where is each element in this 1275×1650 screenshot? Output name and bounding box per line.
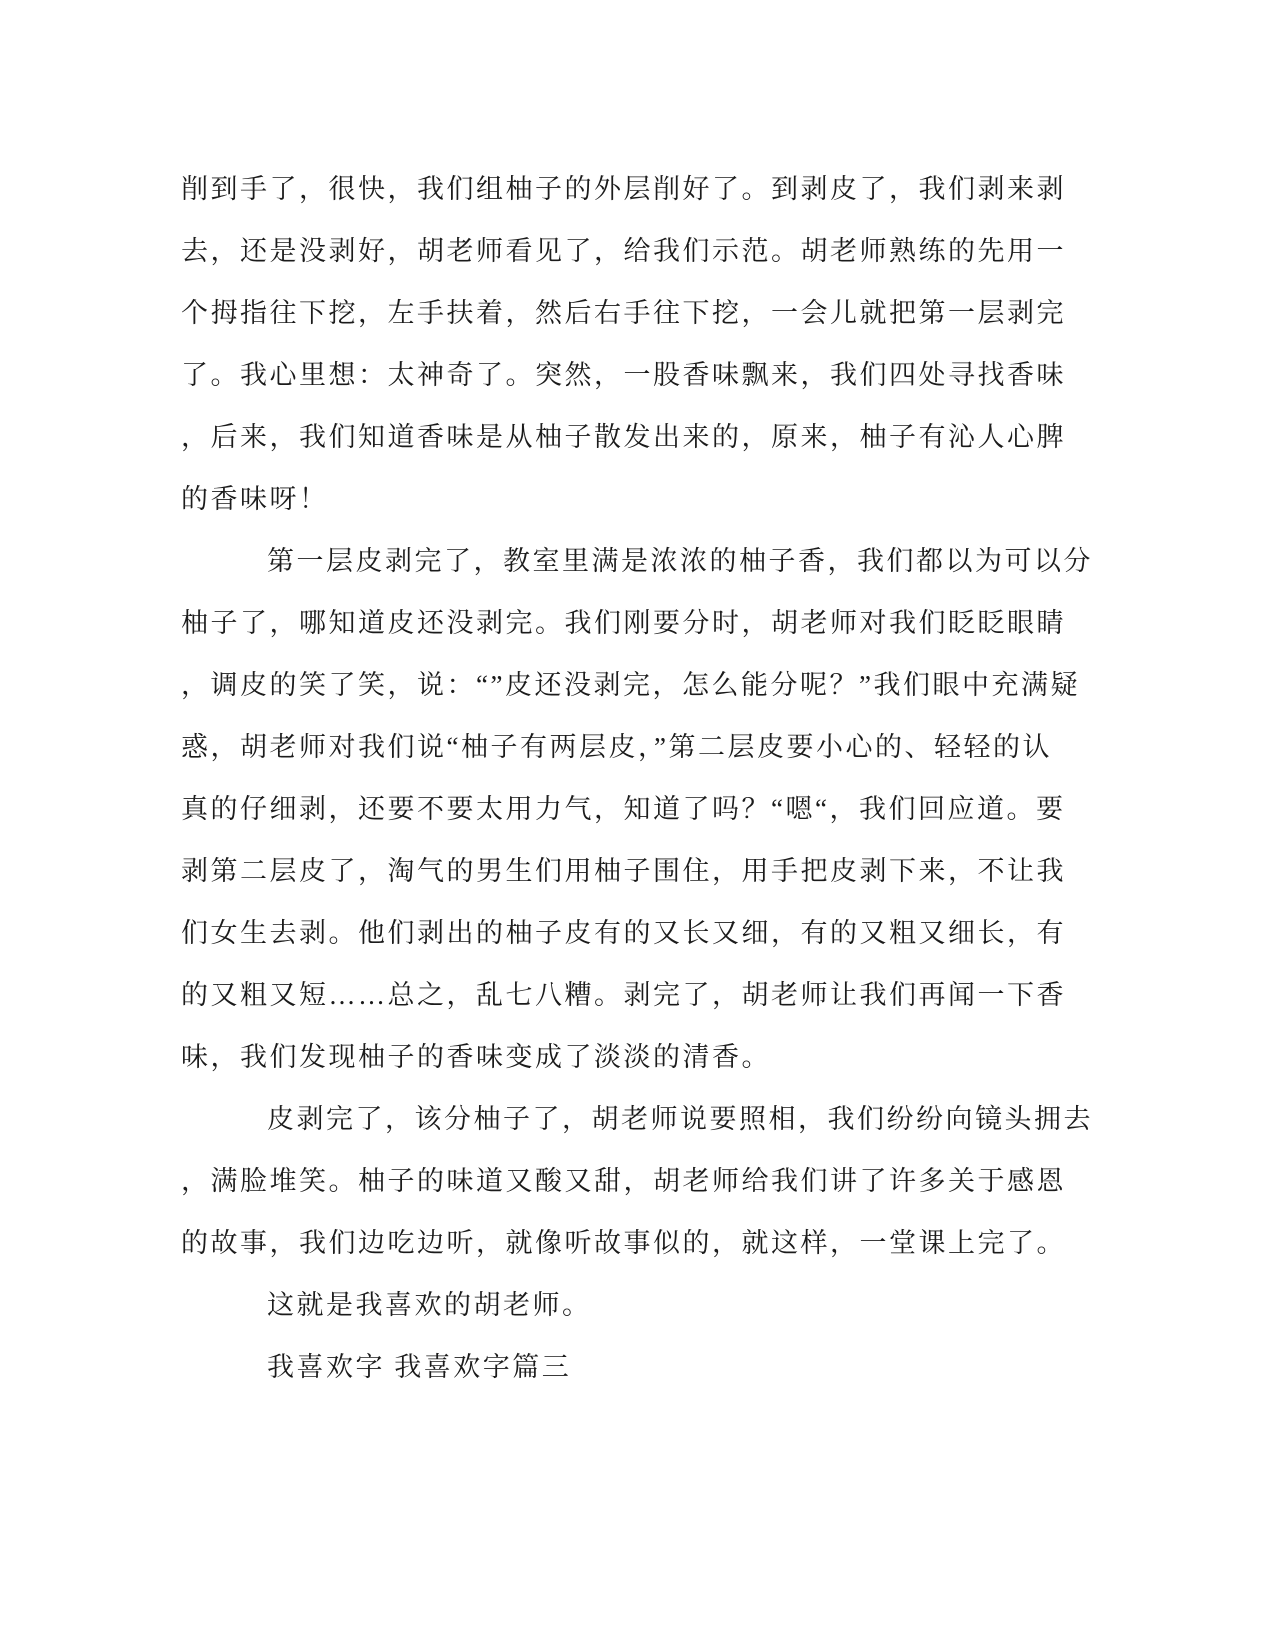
text-line: 们女生去剥。他们剥出的柚子皮有的又长又细，有的又粗又细长，有	[181, 918, 1066, 948]
text-line: 个拇指往下挖，左手扶着，然后右手往下挖，一会儿就把第一层剥完	[181, 298, 1066, 328]
text-line-paragraph-start: 这就是我喜欢的胡老师。	[267, 1290, 592, 1320]
text-line-paragraph-start: 我喜欢字 我喜欢字篇三	[267, 1352, 572, 1382]
text-line: ，后来，我们知道香味是从柚子散发出来的，原来，柚子有沁人心脾	[181, 422, 1066, 452]
essay-text-block	[181, 158, 1091, 1398]
text-line: 剥第二层皮了，淘气的男生们用柚子围住，用手把皮剥下来，不让我	[181, 856, 1066, 886]
text-line: ，调皮的笑了笑，说：“”皮还没剥完，怎么能分呢？”我们眼中充满疑	[181, 670, 1080, 700]
text-line: 的香味呀！	[181, 484, 329, 514]
text-line: 的故事，我们边吃边听，就像听故事似的，就这样，一堂课上完了。	[181, 1228, 1066, 1258]
text-line: 削到手了，很快，我们组柚子的外层削好了。到剥皮了，我们剥来剥	[181, 174, 1066, 204]
text-line-paragraph-start: 皮剥完了，该分柚子了，胡老师说要照相，我们纷纷向镜头拥去	[267, 1104, 1093, 1134]
text-line: 惑，胡老师对我们说“柚子有两层皮，”第二层皮要小心的、轻轻的认	[181, 732, 1052, 762]
text-line: 真的仔细剥，还要不要太用力气，知道了吗？“嗯“，我们回应道。要	[181, 794, 1066, 824]
text-line: 去，还是没剥好，胡老师看见了，给我们示范。胡老师熟练的先用一	[181, 236, 1066, 266]
text-line: 的又粗又短……总之，乱七八糟。剥完了，胡老师让我们再闻一下香	[181, 980, 1066, 1010]
text-line-paragraph-start: 第一层皮剥完了，教室里满是浓浓的柚子香，我们都以为可以分	[267, 546, 1093, 576]
text-line: 柚子了，哪知道皮还没剥完。我们刚要分时，胡老师对我们眨眨眼睛	[181, 608, 1066, 638]
text-line: 了。我心里想：太神奇了。突然，一股香味飘来，我们四处寻找香味	[181, 360, 1066, 390]
text-line: 味，我们发现柚子的香味变成了淡淡的清香。	[181, 1042, 771, 1072]
text-line: ，满脸堆笑。柚子的味道又酸又甜，胡老师给我们讲了许多关于感恩	[181, 1166, 1066, 1196]
